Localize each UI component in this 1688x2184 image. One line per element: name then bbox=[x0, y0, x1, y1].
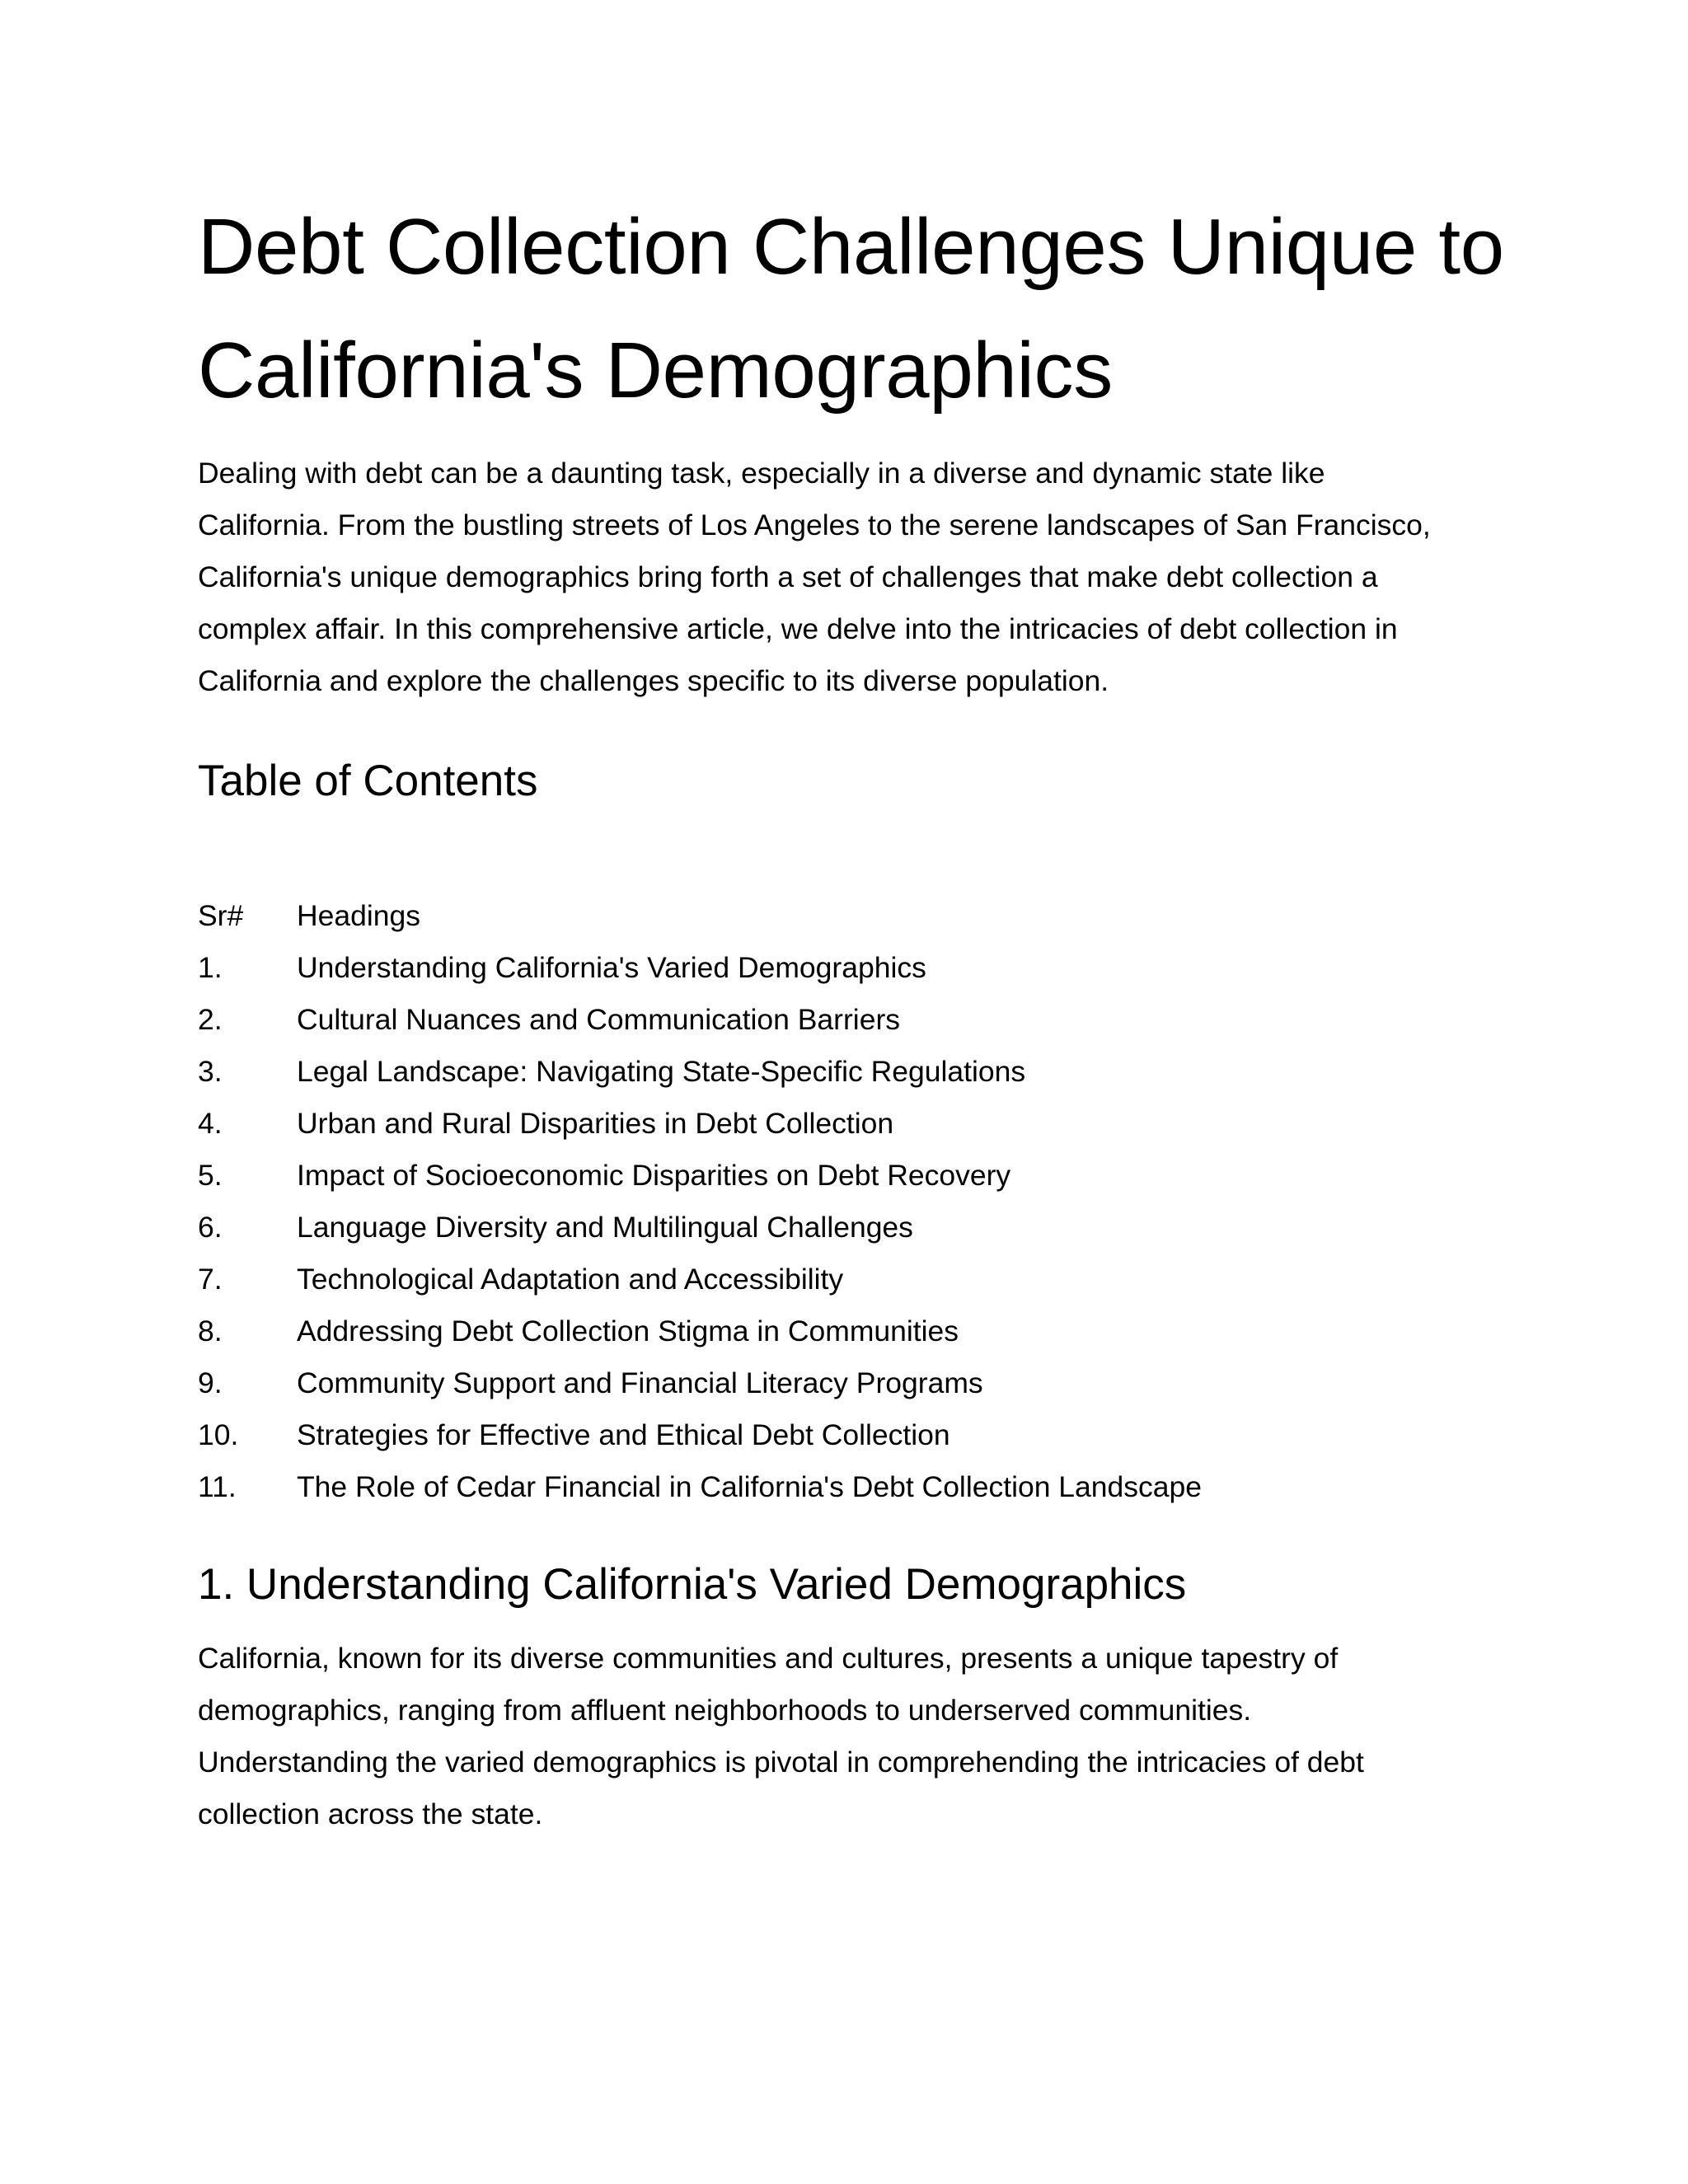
intro-paragraph bbox=[198, 448, 1517, 707]
toc-row-number: 11. bbox=[198, 1470, 237, 1503]
intro-line: California's unique demographics bring forth a set of challenges that make debt collection a bbox=[198, 560, 1378, 593]
toc-row-heading: Strategies for Effective and Ethical Debt Collection bbox=[297, 1418, 950, 1451]
toc-row-number: 9. bbox=[198, 1366, 223, 1399]
toc-row bbox=[198, 1357, 1202, 1409]
toc-row-heading: Impact of Socioeconomic Disparities on Debt Recovery bbox=[297, 1159, 1011, 1192]
toc-row-number: 5. bbox=[198, 1159, 223, 1192]
intro-line: California and explore the challenges specific to its diverse population. bbox=[198, 664, 1109, 697]
toc-row-number: 10. bbox=[198, 1418, 239, 1451]
intro-line: California. From the bustling streets of Los Angeles to the serene landscapes of San Francisco, bbox=[198, 509, 1431, 541]
toc-row bbox=[198, 1046, 1202, 1098]
toc-row-heading: Community Support and Financial Literacy Programs bbox=[297, 1366, 983, 1399]
title-line-1: Debt Collection Challenges Unique to bbox=[198, 203, 1504, 291]
title-line-2: California's Demographics bbox=[198, 326, 1113, 415]
toc-row-heading: Understanding California's Varied Demographics bbox=[297, 951, 926, 984]
intro-line: Dealing with debt can be a daunting task, especially in a diverse and dynamic state like bbox=[198, 457, 1325, 490]
toc-row-number: 4. bbox=[198, 1107, 223, 1140]
section-1-line: demographics, ranging from affluent neighborhoods to underserved communities. bbox=[198, 1694, 1252, 1727]
document-title bbox=[198, 185, 1517, 433]
toc-row-heading: Technological Adaptation and Accessibility bbox=[297, 1263, 844, 1296]
toc-heading: Table of Contents bbox=[198, 757, 538, 805]
toc-row-number: 8. bbox=[198, 1315, 223, 1347]
intro-line: complex affair. In this comprehensive article, we delve into the intricacies of debt collection in bbox=[198, 612, 1398, 645]
toc-row-heading: Addressing Debt Collection Stigma in Communities bbox=[297, 1315, 959, 1347]
document-page bbox=[198, 185, 1517, 1840]
toc-row bbox=[198, 942, 1202, 994]
toc-row bbox=[198, 1461, 1202, 1513]
toc-row-heading: The Role of Cedar Financial in California's Debt Collection Landscape bbox=[297, 1470, 1203, 1503]
toc-row-heading: Urban and Rural Disparities in Debt Collection bbox=[297, 1107, 894, 1140]
toc-row bbox=[198, 1150, 1202, 1202]
section-1-line: California, known for its diverse communities and cultures, presents a unique tapestry of bbox=[198, 1642, 1339, 1675]
toc-row bbox=[198, 994, 1202, 1046]
toc-row-heading: Language Diversity and Multilingual Challenges bbox=[297, 1211, 913, 1244]
section-1-paragraph bbox=[198, 1633, 1517, 1840]
toc-row-heading: Legal Landscape: Navigating State-Specific Regulations bbox=[297, 1055, 1026, 1088]
toc-row-number: 6. bbox=[198, 1211, 223, 1244]
section-1-line: collection across the state. bbox=[198, 1797, 543, 1830]
toc-row bbox=[198, 1202, 1202, 1254]
toc-row bbox=[198, 1305, 1202, 1357]
toc-row bbox=[198, 1098, 1202, 1150]
toc-row-number: 2. bbox=[198, 1003, 223, 1036]
toc-table bbox=[198, 890, 1202, 1513]
toc-col-number-header: Sr# bbox=[198, 899, 244, 932]
toc-row-number: 3. bbox=[198, 1055, 223, 1088]
toc-row bbox=[198, 1409, 1202, 1461]
toc-row-heading: Cultural Nuances and Communication Barriers bbox=[297, 1003, 901, 1036]
toc-header-row bbox=[198, 890, 1202, 942]
section-1-line: Understanding the varied demographics is pivotal in comprehending the intricacies of debt bbox=[198, 1746, 1364, 1779]
toc-row bbox=[198, 1254, 1202, 1305]
toc-row-number: 7. bbox=[198, 1263, 223, 1296]
toc-row-number: 1. bbox=[198, 951, 223, 984]
toc-col-heading-header: Headings bbox=[297, 899, 420, 932]
section-1-heading: 1. Understanding California's Varied Demographics bbox=[198, 1560, 1187, 1609]
